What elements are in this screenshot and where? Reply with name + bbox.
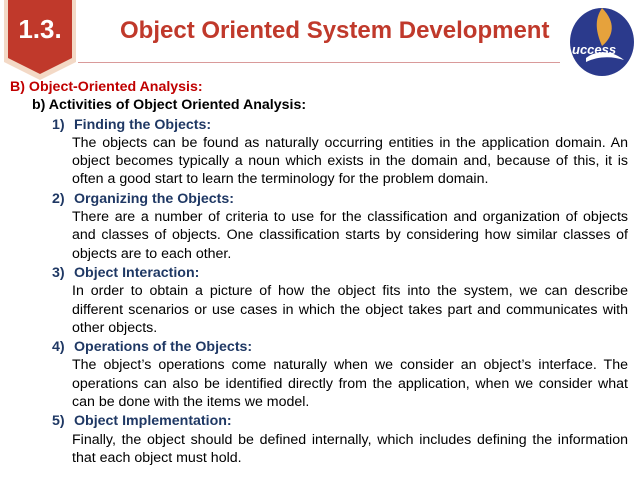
item-body: The objects can be found as naturally occurring entities in the application domain. An object becomes typically a noun which exists in the domain and, because of this, it is often a good start to learn the terminology for the problem domain. [72,134,628,188]
item-number: 2) [52,190,65,207]
item-number: 4) [52,339,65,356]
item-title: Operations of the Objects: [74,339,253,356]
item-number: 3) [52,264,65,281]
section-number: 1.3. [18,14,62,44]
list-item [10,412,628,467]
item-body: There are a number of criteria to use for the classification and organization of objects and classes of objects. One classification starts by considering how similar classes of objects are to each other. [72,209,628,262]
list-item [10,338,628,411]
item-heading [10,338,628,356]
section-number-badge [4,0,76,80]
page-title: Object Oriented System Development [120,17,550,44]
item-title: Object Implementation: [74,413,232,430]
list-item [10,116,628,189]
item-heading [10,190,628,208]
title-divider [78,62,560,63]
item-number: 1) [52,116,65,133]
item-heading [10,116,628,134]
subsection-heading: b) Activities of Object Oriented Analysis: [32,97,307,114]
item-number: 5) [52,413,65,430]
item-body: The object’s operations come naturally when we consider an object’s interface. The operations can also be identified directly from the application, when we consider what can be done with the items we model. [72,357,628,411]
item-title: Organizing the Objects: [74,190,235,207]
item-heading [10,264,628,282]
item-body: In order to obtain a picture of how the object fits into the system, we can describe different scenarios or use cases in which the object takes part and communicates with other objects. [72,283,628,336]
item-body: Finally, the object should be defined internally, which includes defining the information that each object must hold. [72,431,628,466]
item-title: Object Interaction: [74,264,200,281]
content-body [10,78,628,467]
list-item [10,190,628,263]
success-logo-icon [566,2,636,78]
item-title: Finding the Objects: [74,116,212,133]
section-heading: B) Object-Oriented Analysis: [10,79,203,95]
list-item [10,264,628,337]
item-heading [10,412,628,430]
logo-text: uccess [572,42,617,57]
